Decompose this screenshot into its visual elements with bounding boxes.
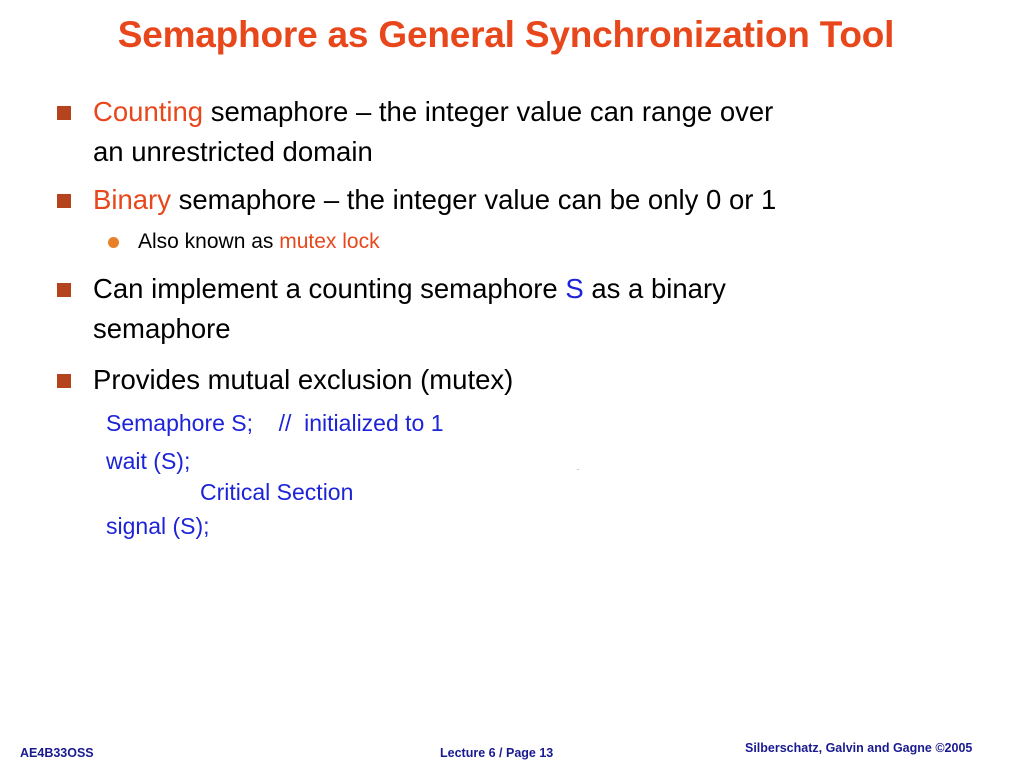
sub-bullet-text: Also known as: [138, 230, 280, 253]
accent-term: mutex lock: [279, 230, 380, 253]
artifact-speck: [577, 469, 579, 470]
square-bullet-icon: [57, 106, 71, 120]
slide-title: Semaphore as General Synchronization Tool: [117, 14, 895, 55]
square-bullet-icon: [57, 283, 71, 297]
code-line-wait: wait (S);: [106, 448, 191, 474]
square-bullet-icon: [57, 374, 71, 388]
bullet-text: Provides mutual exclusion (mutex): [93, 364, 514, 395]
round-bullet-icon: [108, 237, 119, 248]
bullet-line: [93, 93, 773, 131]
accent-term: Binary: [93, 184, 171, 215]
square-bullet-icon: [57, 194, 71, 208]
sub-bullet-line: [138, 229, 380, 255]
variable-s: S: [565, 273, 584, 304]
code-line-critical-section: Critical Section: [200, 479, 354, 505]
bullet-line: [93, 181, 776, 219]
code-line-declaration: Semaphore S; // initialized to 1: [106, 410, 444, 436]
bullet-text: as a binary: [583, 273, 726, 304]
footer-course: AE4B33OSS: [20, 746, 94, 760]
footer-copyright: Silberschatz, Galvin and Gagne ©2005: [745, 741, 973, 755]
code-line-signal: signal (S);: [106, 513, 210, 539]
bullet-text: Can implement a counting semaphore: [93, 273, 566, 304]
bullet-continuation: semaphore: [93, 313, 231, 344]
bullet-continuation: an unrestricted domain: [93, 136, 373, 167]
accent-term: Counting: [93, 96, 204, 127]
footer-page: Lecture 6 / Page 13: [440, 746, 554, 760]
bullet-line: [93, 270, 726, 308]
bullet-text: semaphore – the integer value can be only 0 or 1: [170, 184, 777, 215]
bullet-text: semaphore – the integer value can range over: [203, 96, 774, 127]
